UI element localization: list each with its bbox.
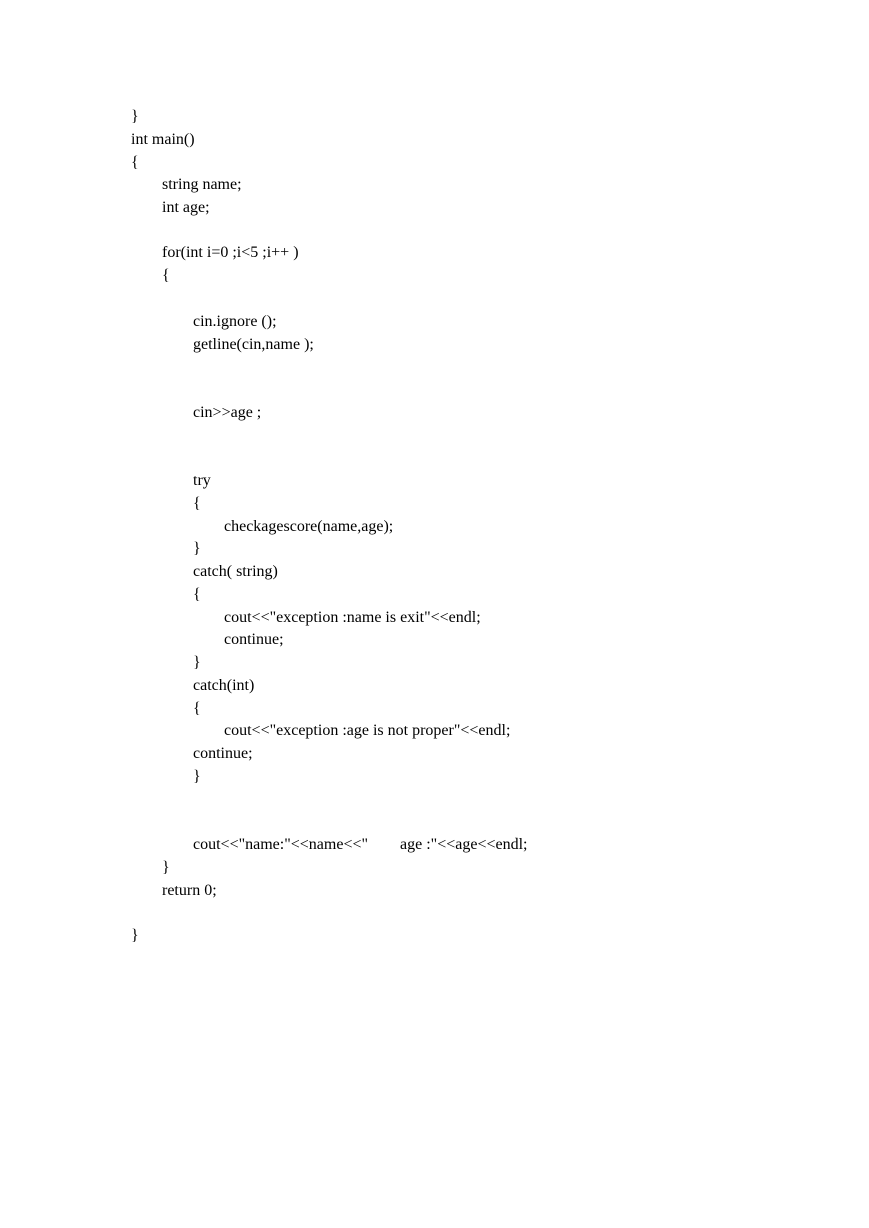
code-line: int age;: [162, 199, 210, 216]
code-line: }: [193, 768, 201, 785]
code-line: {: [131, 154, 139, 171]
code-line: }: [131, 108, 139, 125]
code-line: for(int i=0 ;i<5 ;i++ ): [162, 244, 299, 261]
code-line: {: [193, 700, 201, 717]
code-line: }: [193, 540, 201, 557]
code-line: cout<<"exception :name is exit"<<endl;: [224, 609, 481, 626]
code-line: continue;: [193, 745, 253, 762]
code-line: }: [131, 927, 139, 944]
code-line: catch(int): [193, 677, 255, 694]
code-line: {: [193, 495, 201, 512]
code-line: }: [193, 654, 201, 671]
code-line: return 0;: [162, 882, 217, 899]
code-line: string name;: [162, 176, 242, 193]
code-line: cin>>age ;: [193, 404, 262, 421]
code-line: cout<<"name:"<<name<<" age :"<<age<<endl;: [193, 836, 528, 853]
code-line: catch( string): [193, 563, 278, 580]
code-line: int main(): [131, 131, 195, 148]
code-line: continue;: [224, 631, 284, 648]
code-line: checkagescore(name,age);: [224, 518, 394, 535]
code-line: {: [193, 586, 201, 603]
code-line: }: [162, 859, 170, 876]
code-line: {: [162, 267, 170, 284]
code-line: cin.ignore ();: [193, 313, 277, 330]
code-line: getline(cin,name );: [193, 336, 314, 353]
code-line: try: [193, 472, 211, 489]
code-line: cout<<"exception :age is not proper"<<endl;: [224, 722, 511, 739]
